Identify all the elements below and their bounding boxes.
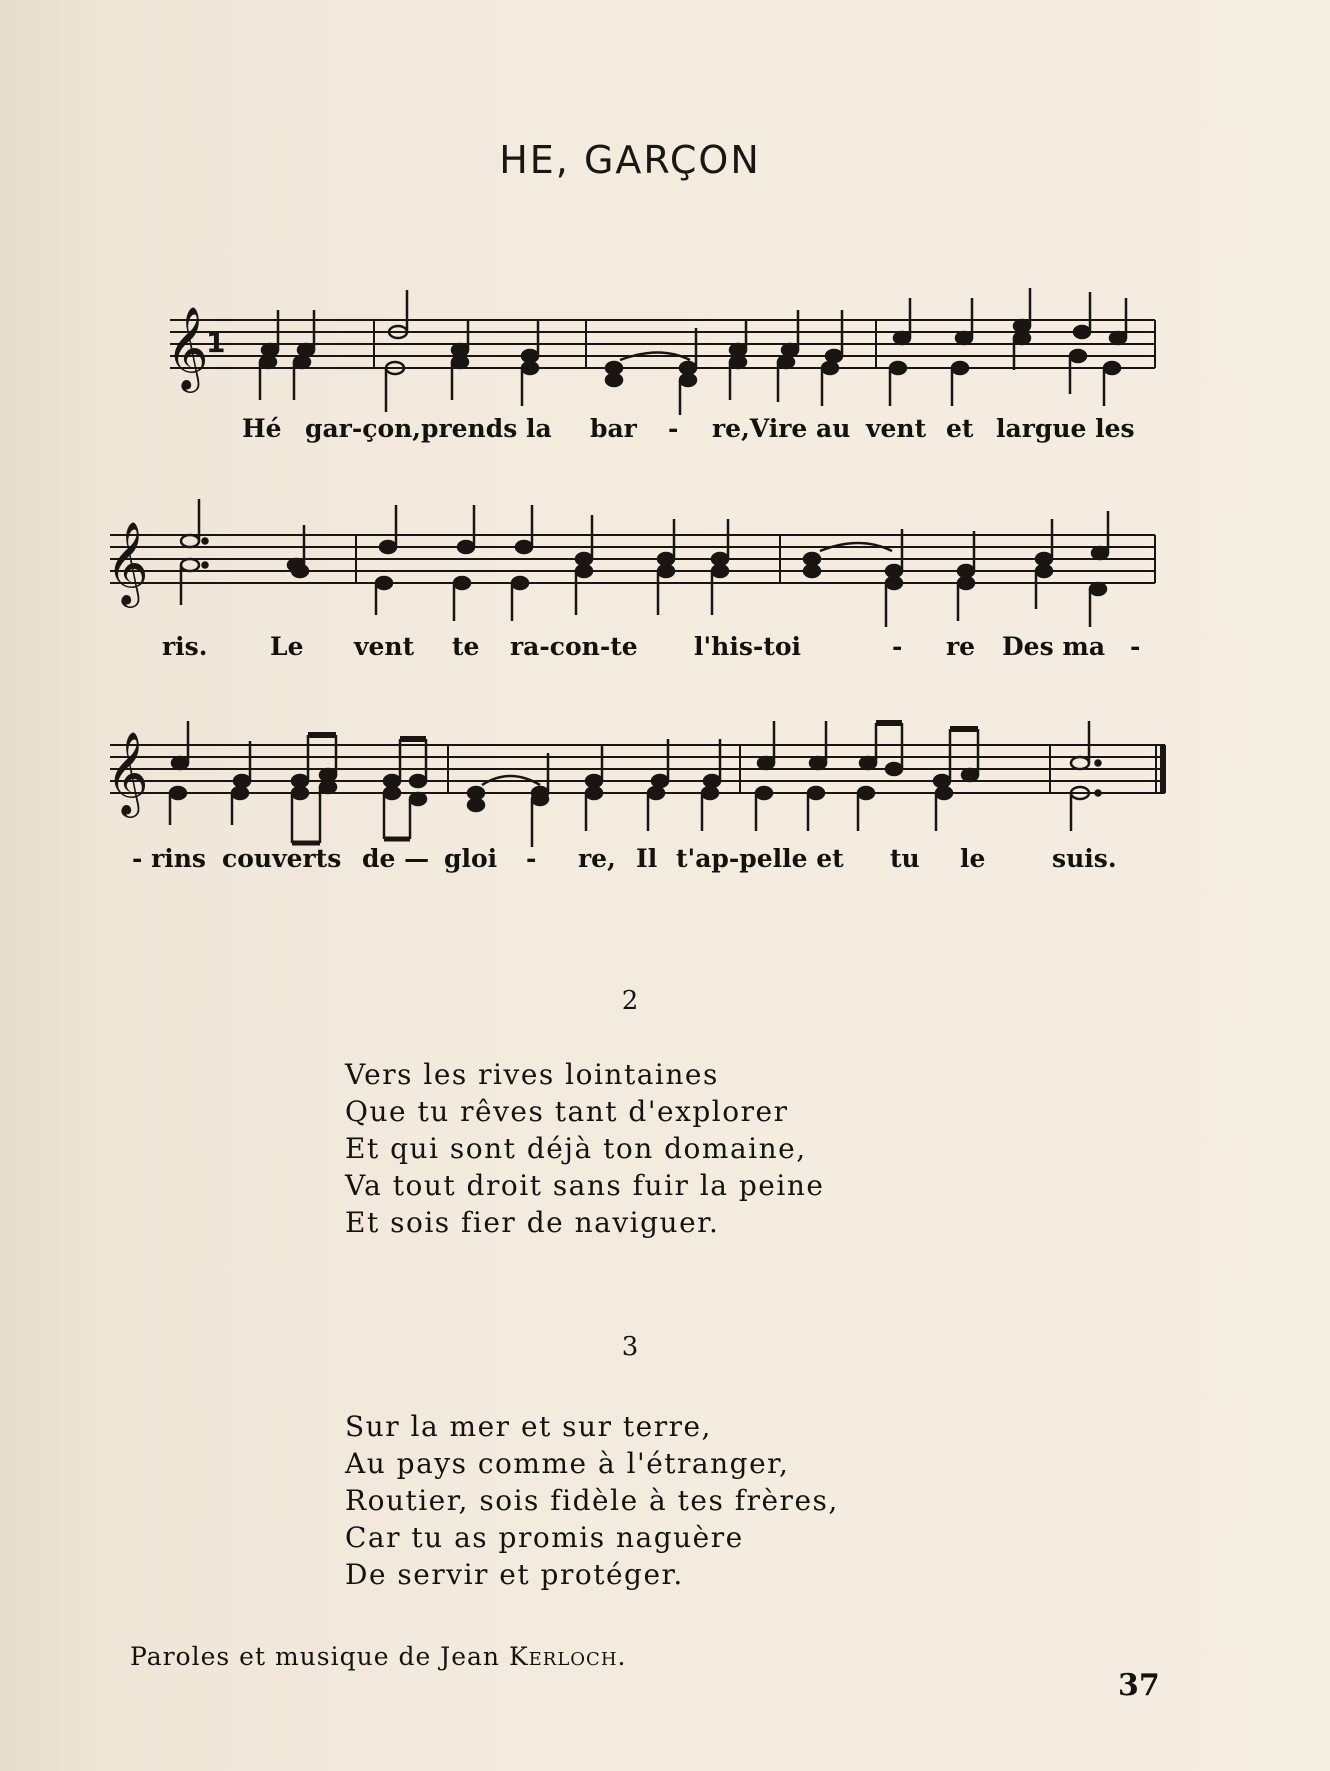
lyric-syllable: - rins (132, 844, 206, 873)
verse-line: Vers les rives lointaines (345, 1058, 719, 1091)
lyric-syllable: t'ap-pelle et (676, 844, 844, 873)
lyric-syllable: - (668, 414, 679, 443)
song-title: HE, GARÇON (499, 138, 761, 182)
treble-clef-icon: 𝄞 (106, 730, 149, 814)
verse-line: Car tu as promis naguère (345, 1521, 744, 1554)
lyric-syllable: gar-çon,prends la (305, 414, 552, 443)
verse-line: Au pays comme à l'étranger, (345, 1447, 790, 1480)
treble-clef-icon: 𝄞 (166, 305, 209, 389)
lyric-syllable: le (960, 844, 986, 873)
lyric-syllable: - (892, 632, 903, 661)
lyric-syllable: te (452, 632, 480, 661)
staff-2 (0, 505, 1330, 635)
staff-3 (0, 715, 1330, 845)
lyric-syllable: l'his-toi (694, 632, 801, 661)
lyric-syllable: largue les (996, 414, 1135, 443)
lyric-syllable: vent (866, 414, 927, 443)
lyric-syllable: Il (636, 844, 658, 873)
credit-prefix: Paroles et musique de Jean (130, 1642, 501, 1671)
music-system-3 (0, 715, 1330, 845)
credit-author: Kerloch. (508, 1642, 627, 1671)
verse-line: Va tout droit sans fuir la peine (345, 1169, 825, 1202)
lyric-syllable: couverts (222, 844, 342, 873)
verse-number: 2 (621, 986, 639, 1016)
notes-system-3 (170, 721, 1101, 847)
time-signature: 1 (206, 326, 226, 359)
lyric-syllable: - (1130, 632, 1141, 661)
verse-line: Routier, sois fidèle à tes frères, (345, 1484, 839, 1517)
verse-line: Et qui sont déjà ton domaine, (345, 1132, 807, 1165)
lyric-syllable: re,Vire au (712, 414, 851, 443)
verse-3 (345, 1408, 839, 1593)
lyric-syllable: - (526, 844, 537, 873)
verse-number: 3 (621, 1332, 639, 1362)
treble-clef-icon: 𝄞 (106, 520, 149, 604)
lyric-syllable: ris. (162, 632, 208, 661)
lyric-syllable: Le (270, 632, 304, 661)
verse-line: Et sois fier de naviguer. (345, 1206, 720, 1239)
lyric-syllable: re, (578, 844, 616, 873)
staff-1 (0, 290, 1330, 420)
lyric-syllable: re (946, 632, 976, 661)
lyric-syllable: ra-con-te (510, 632, 638, 661)
lyric-syllable: Des ma (1002, 632, 1106, 661)
notes-system-1 (260, 288, 1126, 415)
lyric-syllable: vent (354, 632, 415, 661)
lyric-syllable: et (946, 414, 974, 443)
lyric-syllable: bar (590, 414, 637, 443)
lyric-syllable: gloi (444, 844, 498, 873)
music-system-1 (0, 290, 1330, 420)
notes-system-2 (181, 499, 1108, 627)
verse-line: De servir et protéger. (345, 1558, 684, 1591)
lyric-syllable: Hé (242, 414, 282, 443)
page-number: 37 (1118, 1668, 1160, 1703)
verse-line: Que tu rêves tant d'explorer (345, 1095, 789, 1128)
lyric-syllable: tu (890, 844, 920, 873)
credits (130, 1642, 626, 1671)
verse-2 (345, 1056, 824, 1241)
lyric-syllable: de — (362, 844, 430, 873)
lyric-syllable: suis. (1052, 844, 1117, 873)
verse-line: Sur la mer et sur terre, (345, 1410, 712, 1443)
music-system-2 (0, 505, 1330, 635)
